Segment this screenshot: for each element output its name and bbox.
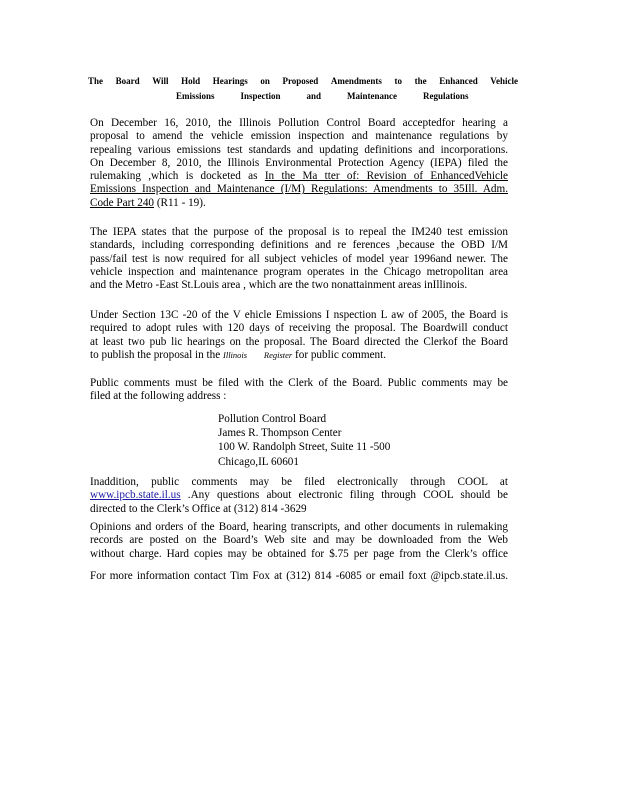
title-word: the (414, 76, 427, 86)
title-word: Amendments (330, 76, 382, 86)
text-line: The IEPA states that the purpose of the proposal is to repeal the IM240 test emission (90, 226, 508, 238)
journal-name: Register (263, 349, 293, 360)
address-line: Pollution Control Board (218, 413, 327, 425)
paragraph-1 (90, 117, 508, 210)
text-line: proposal to amend the vehicle emission inspection and maintenance regulations by (90, 130, 508, 143)
text-span: to publish the proposal in the (90, 348, 223, 361)
docket-number: (R11 - 19). (154, 196, 206, 209)
title-word: Hearings (212, 76, 248, 86)
text-line: Inaddition, public comments may be filed electronically through COOL at (90, 476, 508, 488)
paragraph-5 (90, 476, 508, 516)
text-line (90, 349, 508, 362)
paragraph-7 (90, 570, 508, 583)
text-line: Opinions and orders of the Board, hearing transcripts, and other documents in rulemaking (90, 521, 508, 533)
text-line: On December 8, 2010, the Illinois Environmental Protection Agency (IEPA) filed the (90, 156, 508, 169)
paragraph-3 (90, 309, 508, 362)
text-line: without charge. Hard copies may be obtained for $.75 per page from the Clerk’s office (90, 547, 508, 560)
text-line: filed at the following address : (90, 390, 227, 403)
docket-title-part-2: Emissions Inspection and Maintenance (I/M) Regulations: Amendments to 35Ill. Adm. (90, 183, 508, 196)
text-span: .Any questions about electronic filing through COOL should be (180, 489, 508, 502)
paragraph-2 (90, 226, 508, 292)
mailing-address (218, 412, 390, 469)
title-word: Maintenance (347, 91, 398, 101)
title-word: Proposed (282, 76, 319, 86)
page-title (88, 74, 518, 104)
title-word: and (306, 91, 322, 101)
text-span: rulemaking ,which is docketed as (90, 170, 265, 183)
address-line: James R. Thompson Center (218, 427, 342, 440)
text-line: directed to the Clerk’s Office at (312) 814 -3629 (90, 502, 307, 515)
title-word: Board (115, 76, 140, 86)
text-line (90, 197, 508, 210)
text-line: On December 16, 2010, the Illinois Pollution Control Board acceptedfor hearing a (90, 117, 508, 129)
paragraph-6 (90, 521, 508, 561)
title-word: Regulations (423, 91, 469, 101)
title-word: Vehicle (490, 76, 518, 86)
text-line: and the Metro -East St.Louis area , which are the two nonattainment areas inIllinois. (90, 279, 468, 292)
cool-website-link[interactable]: www.ipcb.state.il.us (90, 489, 181, 502)
address-line: Chicago,IL 60601 (218, 455, 299, 468)
text-line: standards, including corresponding definitions and re ferences ,because the OBD I/M (90, 239, 508, 252)
text-line: Public comments must be filed with the Clerk of the Board. Public comments may be (90, 377, 508, 389)
title-word: Emissions (176, 91, 215, 101)
docket-title-part-3: Code Part 240 (90, 196, 155, 209)
contact-line: For more information contact Tim Fox at (312) 814 -6085 or email foxt @ipcb.state.il.us. (90, 570, 508, 582)
title-word: Hold (181, 76, 201, 86)
title-word: to (394, 76, 402, 86)
title-line-1 (88, 74, 518, 89)
title-word: Enhanced (439, 76, 478, 86)
title-line-2 (88, 89, 518, 104)
paragraph-4 (90, 377, 508, 404)
text-line (90, 170, 508, 183)
text-line (90, 489, 508, 502)
journal-name: Illinois (223, 349, 248, 360)
text-line: records are posted on the Board’s Web site and may be downloaded from the Web (90, 534, 508, 547)
title-word: on (260, 76, 270, 86)
text-line: repealing various emissions test standards and updating definitions and incorporations. (90, 143, 508, 156)
address-line: 100 W. Randolph Street, Suite 11 -500 (218, 441, 391, 454)
docket-title-part-1: In the Ma tter of: Revision of EnhancedVehicle (264, 170, 509, 183)
text-line: pass/fail test is now required for all subject vehicles of model year 1996and newer. The (90, 252, 508, 265)
title-word: Inspection (240, 91, 281, 101)
title-word: The (88, 76, 104, 86)
title-word: Will (152, 76, 169, 86)
text-line: required to adopt rules with 120 days of receiving the proposal. The Boardwill conduct (90, 322, 508, 335)
text-span: for public comment. (292, 348, 387, 361)
text-line: at least two pub lic hearings on the proposal. The Board directed the Clerkof the Board (90, 335, 508, 348)
text-line: vehicle inspection and maintenance program operates in the Chicago metropolitan area (90, 265, 508, 278)
text-line: Under Section 13C -20 of the V ehicle Emissions I nspection L aw of 2005, the Board is (90, 309, 508, 321)
